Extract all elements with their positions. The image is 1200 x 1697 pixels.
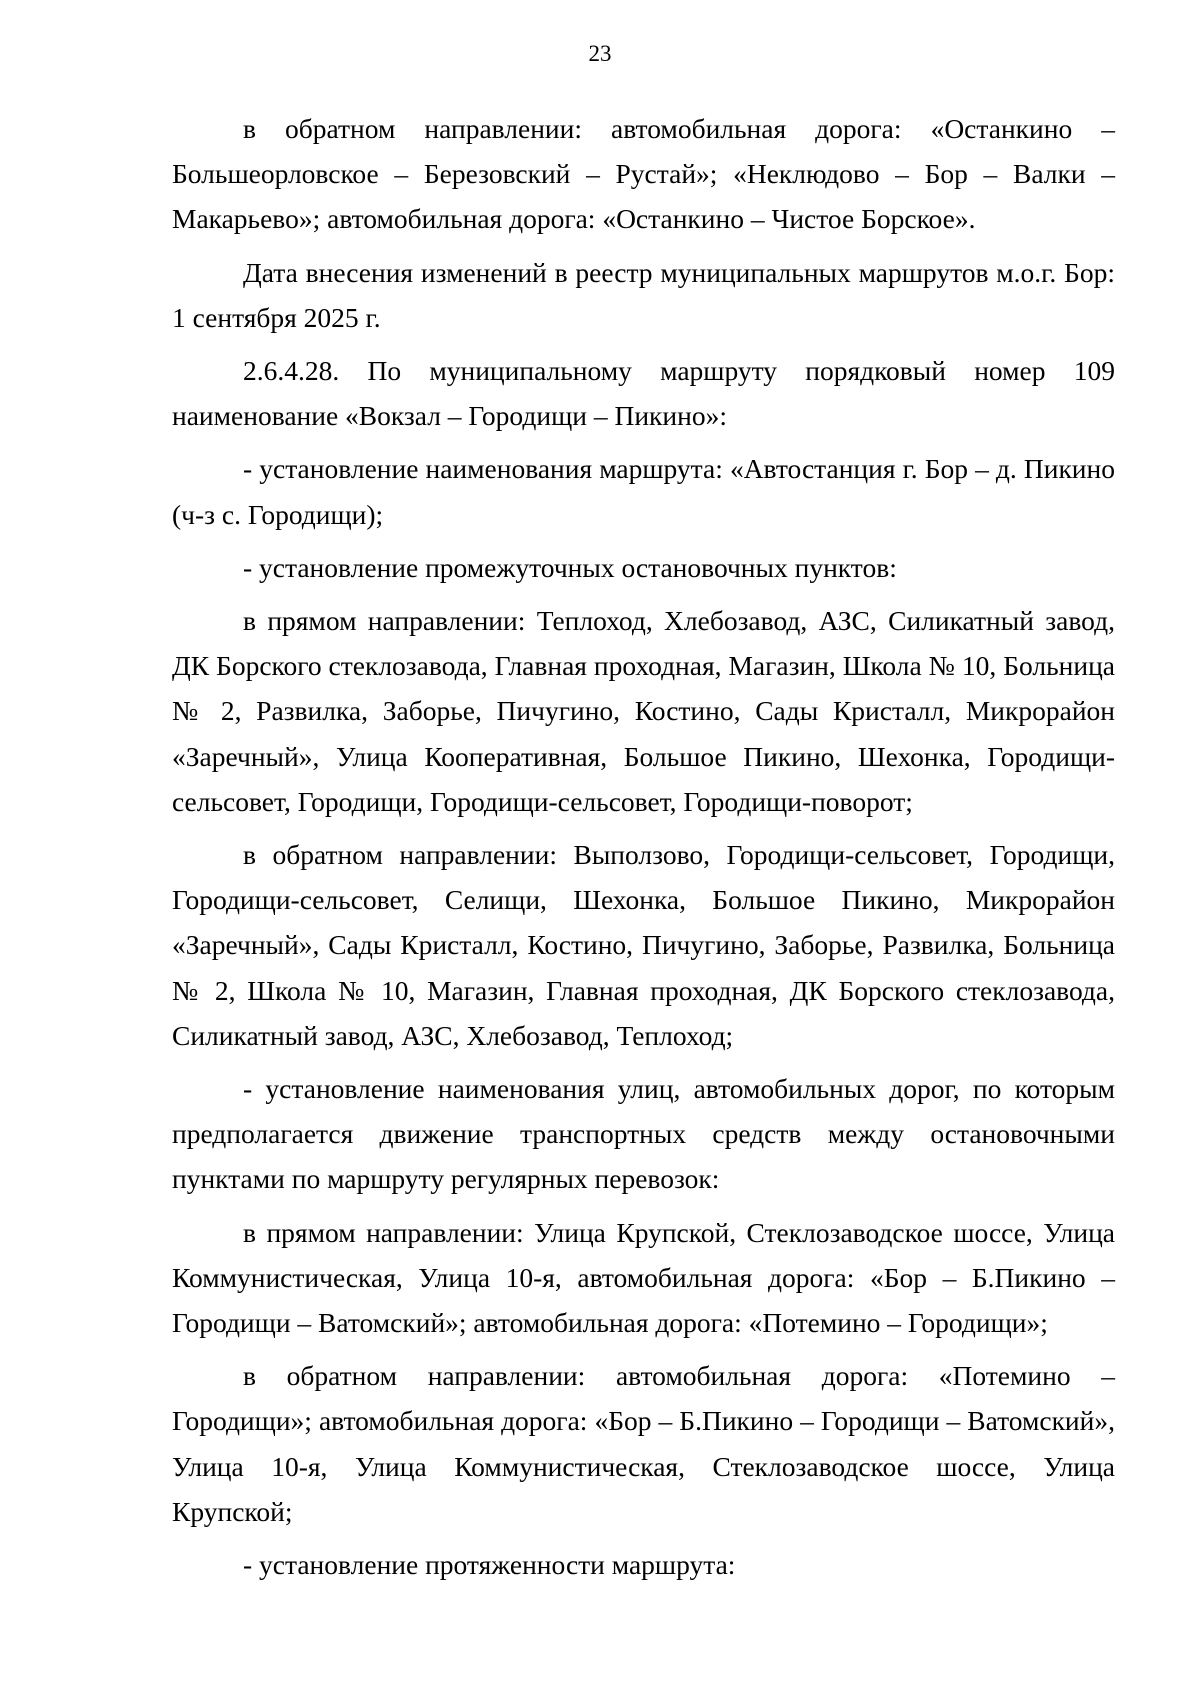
paragraph-route-109-heading: 2.6.4.28. По муниципальному маршруту порядковый номер 109 наименование «Вокзал – Городищи – Пикино»: <box>172 355 1115 432</box>
paragraph-reverse-direction-roads: в обратном направлении: автомобильная дорога: «Останкино –Большеорловское – Березовский – Рустай»; «Неклюдово – Бор – Валки – Макарьево»; автомобильная дорога: «Останкино – Чистое Борское». <box>172 113 1115 235</box>
paragraph-reverse-stops: в обратном направлении: Выползово, Городищи-сельсовет, Городищи, Городищи-сельсовет, Селищи, Шехонка, Большое Пикино, Микрорайон «Заречный», Сады Кристалл, Костино, Пичугино, Заборье, Развилка, Больница № 2, Школа № 10, Магазин, Главная проходная, ДК Борского стеклозавода, Силикатный завод, АЗС, Хлебозавод, Теплоход; <box>172 839 1115 1051</box>
paragraph-route-length-heading: - установление протяженности маршрута: <box>243 1549 736 1581</box>
paragraph-reverse-streets: в обратном направлении: автомобильная дорога: «Потемино – Городищи»; автомобильная дорога: «Бор – Б.Пикино – Городищи – Ватомский», Улица 10-я, Улица Коммунистическая, Стеклозаводское шоссе, Улица Крупской; <box>172 1360 1115 1527</box>
paragraph-route-name: - установление наименования маршрута: «Автостанция г. Бор – д. Пикино (ч-з с. Городищи); <box>172 453 1115 530</box>
paragraph-streets-heading: - установление наименования улиц, автомобильных дорог, по которым предполагается движение транспортных средств между остановочными пунктами по маршруту регулярных перевозок: <box>172 1073 1115 1195</box>
paragraph-forward-stops: в прямом направлении: Теплоход, Хлебозавод, АЗС, Силикатный завод, ДК Борского стеклозавода, Главная проходная, Магазин, Школа № 10, Больница № 2, Развилка, Заборье, Пичугино, Костино, Сады Кристалл, Микрорайон «Заречный», Улица Кооперативная, Большое Пикино, Шехонка, Городищи-сельсовет, Городищи, Городищи-сельсовет, Городищи-поворот; <box>172 605 1115 817</box>
paragraph-forward-streets: в прямом направлении: Улица Крупской, Стеклозаводское шоссе, Улица Коммунистическая, Улица 10-я, автомобильная дорога: «Бор – Б.Пикино – Городищи – Ватомский»; автомобильная дорога: «Потемино – Городищи»; <box>172 1216 1115 1339</box>
paragraph-registry-date: Дата внесения изменений в реестр муниципальных маршрутов м.о.г. Бор: 1 сентября 2025 г. <box>172 256 1115 333</box>
paragraph-stops-heading: - установление промежуточных остановочных пунктов: <box>243 551 897 583</box>
document-body <box>172 106 1115 1595</box>
page-number: 23 <box>588 41 612 66</box>
